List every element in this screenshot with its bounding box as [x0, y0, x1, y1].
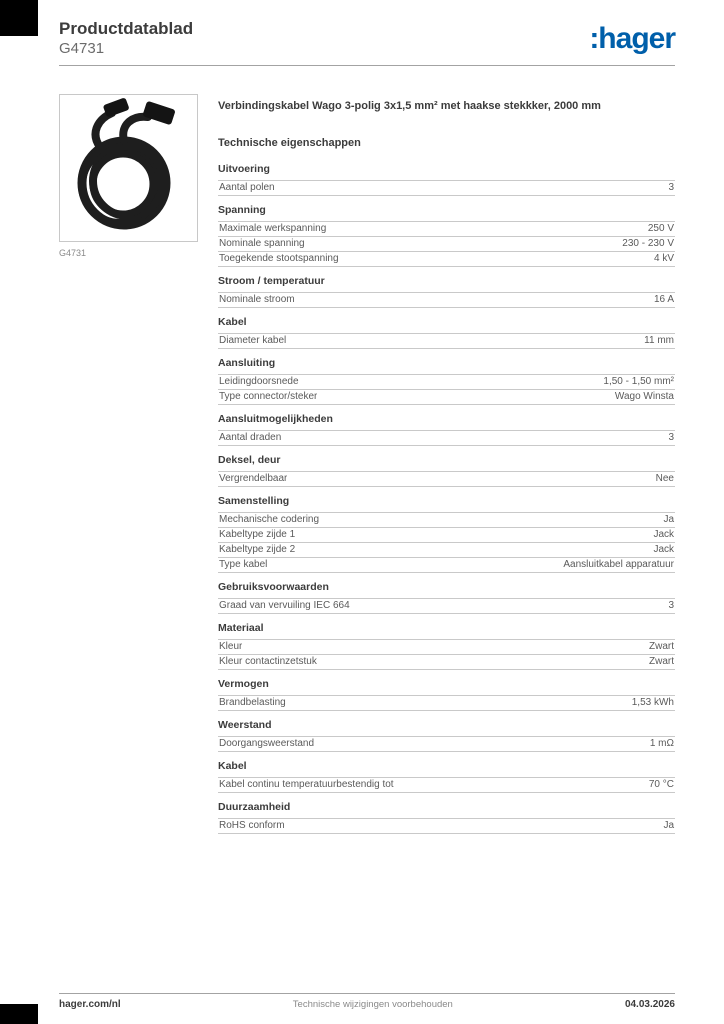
spec-value: Aansluitkabel apparatuur [563, 558, 674, 570]
spec-section [218, 455, 675, 487]
spec-row [218, 819, 675, 834]
page-title: Productdatablad [59, 19, 194, 38]
spec-row [218, 599, 675, 614]
spec-label: Kabeltype zijde 2 [219, 543, 296, 555]
spec-value: 3 [668, 599, 674, 611]
product-code: G4731 [59, 39, 105, 57]
spec-row [218, 696, 675, 711]
spec-row [218, 222, 675, 237]
spec-row [218, 237, 675, 252]
spec-value: 4 kV [653, 252, 674, 264]
spec-label: Nominale spanning [219, 237, 305, 249]
spec-label: Maximale werkspanning [219, 222, 327, 234]
spec-label: Aantal polen [219, 181, 275, 193]
spec-value: Jack [653, 543, 674, 555]
spec-label: Vergrendelbaar [219, 472, 288, 484]
spec-row [218, 252, 675, 267]
spec-value: 1 mΩ [649, 737, 674, 749]
spec-section-heading: Weerstand [218, 718, 272, 731]
spec-section [218, 205, 675, 267]
spec-label: Graad van vervuiling IEC 664 [219, 599, 350, 611]
spec-label: Type kabel [219, 558, 268, 570]
spec-value: 250 V [647, 222, 674, 234]
spec-label: Kabel continu temperatuurbestendig tot [219, 778, 394, 790]
spec-value: 1,53 kWh [631, 696, 674, 708]
spec-label: Leidingdoorsnede [219, 375, 299, 387]
spec-row [218, 640, 675, 655]
spec-row [218, 558, 675, 573]
spec-value: Ja [663, 819, 674, 831]
spec-section-heading: Materiaal [218, 621, 264, 634]
spec-value: Wago Winsta [614, 390, 674, 402]
page-header [0, 0, 724, 57]
main-content [0, 66, 724, 843]
footer-date: 04.03.2026 [624, 999, 675, 1010]
spec-value: Zwart [649, 655, 674, 667]
spec-row [218, 513, 675, 528]
footer-website: hager.com/nl [59, 999, 121, 1010]
spec-label: Kabeltype zijde 1 [219, 528, 296, 540]
spec-rows [218, 180, 675, 196]
spec-value: Ja [663, 513, 674, 525]
spec-section-heading: Vermogen [218, 677, 269, 690]
spec-row [218, 431, 675, 446]
spec-label: Nominale stroom [219, 293, 295, 305]
spec-label: RoHS conform [219, 819, 285, 831]
spec-section [218, 802, 675, 834]
spec-section-heading: Kabel [218, 759, 247, 772]
product-image-caption: G4731 [59, 247, 87, 258]
spec-rows [218, 471, 675, 487]
spec-row [218, 181, 675, 196]
spec-row [218, 390, 675, 405]
spec-section-heading: Aansluiting [218, 356, 276, 369]
spec-label: Mechanische codering [219, 513, 320, 525]
spec-rows [218, 598, 675, 614]
spec-rows [218, 818, 675, 834]
spec-section [218, 679, 675, 711]
spec-section-heading: Deksel, deur [218, 453, 281, 466]
page-footer [0, 993, 724, 1024]
spec-rows [218, 221, 675, 267]
product-description: Verbindingskabel Wago 3-polig 3x1,5 mm² met haakse stekkker, 2000 mm [218, 99, 601, 112]
spec-row [218, 375, 675, 390]
spec-section [218, 582, 675, 614]
spec-row [218, 655, 675, 670]
header-titles [59, 19, 193, 57]
spec-rows [218, 736, 675, 752]
product-image [59, 94, 198, 242]
spec-rows [218, 777, 675, 793]
spec-section-heading: Uitvoering [218, 162, 270, 175]
hager-logo: :hager [589, 22, 675, 55]
spec-value: 11 mm [644, 334, 674, 346]
spec-section-heading: Aansluitmogelijkheden [218, 412, 333, 425]
spec-row [218, 334, 675, 349]
spec-row [218, 293, 675, 308]
spec-section-heading: Samenstelling [218, 494, 290, 507]
spec-rows [218, 374, 675, 405]
spec-sections [218, 164, 675, 834]
spec-value: Nee [655, 472, 674, 484]
tech-properties-title: Technische eigenschappen [218, 136, 361, 149]
spec-section [218, 720, 675, 752]
spec-label: Kleur contactinzetstuk [219, 655, 317, 667]
cable-illustration [60, 95, 197, 241]
spec-value: 3 [668, 181, 674, 193]
spec-value: 70 °C [648, 778, 674, 790]
spec-label: Diameter kabel [219, 334, 287, 346]
spec-value: Jack [653, 528, 674, 540]
spec-label: Toegekende stootspanning [219, 252, 339, 264]
spec-rows [218, 333, 675, 349]
spec-section-heading: Spanning [218, 203, 266, 216]
spec-section [218, 623, 675, 670]
spec-value: 1,50 - 1,50 mm² [603, 375, 674, 387]
spec-section-heading: Stroom / temperatuur [218, 274, 325, 287]
spec-label: Kleur [219, 640, 243, 652]
spec-section [218, 761, 675, 793]
spec-section [218, 414, 675, 446]
spec-rows [218, 512, 675, 573]
spec-label: Doorgangsweerstand [219, 737, 315, 749]
footer-row [0, 994, 724, 1024]
spec-section [218, 164, 675, 196]
spec-column [218, 94, 675, 843]
spec-rows [218, 430, 675, 446]
spec-label: Aantal draden [219, 431, 282, 443]
spec-section [218, 496, 675, 573]
spec-rows [218, 695, 675, 711]
product-image-column [59, 94, 198, 843]
spec-section-heading: Gebruiksvoorwaarden [218, 580, 329, 593]
spec-value: 3 [668, 431, 674, 443]
spec-value: Zwart [649, 640, 674, 652]
spec-rows [218, 639, 675, 670]
spec-section [218, 317, 675, 349]
spec-row [218, 778, 675, 793]
spec-section-heading: Kabel [218, 315, 247, 328]
corner-mark-top-left [0, 0, 38, 36]
spec-section [218, 276, 675, 308]
spec-row [218, 528, 675, 543]
spec-row [218, 472, 675, 487]
corner-mark-bottom-left [0, 1004, 38, 1024]
spec-value: 16 A [653, 293, 674, 305]
spec-label: Type connector/steker [219, 390, 318, 402]
spec-section [218, 358, 675, 405]
spec-section-heading: Duurzaamheid [218, 800, 291, 813]
spec-rows [218, 292, 675, 308]
spec-row [218, 737, 675, 752]
spec-label: Brandbelasting [219, 696, 286, 708]
spec-value: 230 - 230 V [622, 237, 674, 249]
footer-disclaimer: Technische wijzigingen voorbehouden [292, 999, 453, 1010]
spec-row [218, 543, 675, 558]
